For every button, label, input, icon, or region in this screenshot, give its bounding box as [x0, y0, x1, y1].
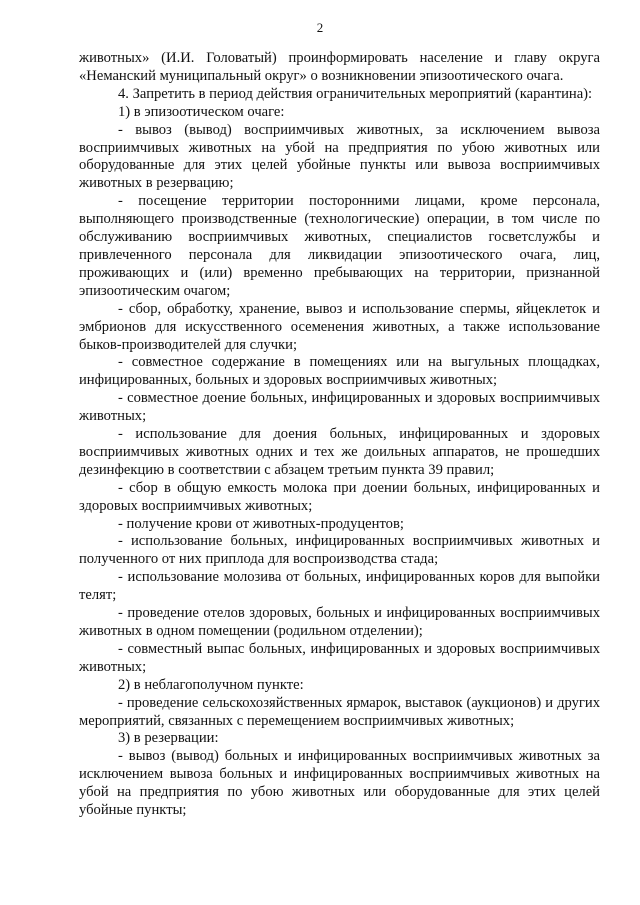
paragraph: 2) в неблагополучном пункте: [118, 676, 304, 693]
paragraph: - сбор в общую емкость молока при доении больных, инфицированных и здоровых восприимчивых животных; [79, 479, 600, 514]
paragraph: - получение крови от животных-продуцентов; [118, 515, 404, 532]
page-number: 2 [316, 20, 324, 35]
paragraph: - посещение территории посторонними лицами, кроме персонала, выполняющего производственные (технологические) операции, в том числе по обслуживанию восприимчивых животных, специалистов госветслужбы и привлеченного персонала для ликвидации эпизоотического очага, лиц, проживающих и (или) временно пребывающих на территории, признанной эпизоотическим очагом; [79, 193, 600, 299]
paragraph: 4. Запретить в период действия ограничительных мероприятий (карантина): [118, 85, 593, 102]
paragraph: - проведение отелов здоровых, больных и инфицированных восприимчивых животных в одном помещении (родильном отделении); [79, 605, 600, 639]
paragraph: животных» (И.И. Головатый) проинформировать население и главу округа «Неманский муниципальный округ» о возникновении эпизоотического очага. [79, 50, 600, 84]
paragraph: - совместное содержание в помещениях или на выгульных площадках, инфицированных, больных и здоровых восприимчивых животных; [79, 354, 600, 389]
paragraph: - вывоз (вывод) больных и инфицированных восприимчивых животных за исключением вывоза больных и инфицированных восприимчивых животных на убой на предприятия по убою животных или оборудованные для этих целей убойные пункты; [79, 748, 600, 819]
paragraph: - совместное доение больных, инфицированных и здоровых восприимчивых животных; [79, 390, 600, 425]
paragraph: - проведение сельскохозяйственных ярмарок, выставок (аукционов) и других мероприятий, связанных с перемещением восприимчивых животных; [79, 694, 600, 729]
paragraph: - сбор, обработку, хранение, вывоз и использование спермы, яйцеклеток и эмбрионов для искусственного осеменения животных, а также использование быков-производителей для случки; [79, 300, 600, 353]
paragraph: - совместный выпас больных, инфицированных и здоровых восприимчивых животных; [79, 640, 600, 675]
document-body [79, 50, 600, 820]
paragraph: - использование больных, инфицированных восприимчивых животных и полученного от них приплода для воспроизводства стада; [79, 533, 600, 568]
paragraph: - использование для доения больных, инфицированных и здоровых восприимчивых животных одних и тех же доильных аппаратов, не прошедших дезинфекцию в соответствии с абзацем третьим пункта 39 правил; [79, 426, 600, 478]
paragraph: 1) в эпизоотическом очаге: [118, 103, 285, 120]
paragraph: 3) в резервации: [118, 730, 219, 747]
paragraph: - вывоз (вывод) восприимчивых животных, за исключением вывоза восприимчивых животных на убой на предприятия по убою животных или оборудованные для этих целей убойные пункты или вывоза восприимчивых животных в резервацию; [79, 121, 600, 192]
paragraph: - использование молозива от больных, инфицированных коров для выпойки телят; [79, 569, 600, 604]
